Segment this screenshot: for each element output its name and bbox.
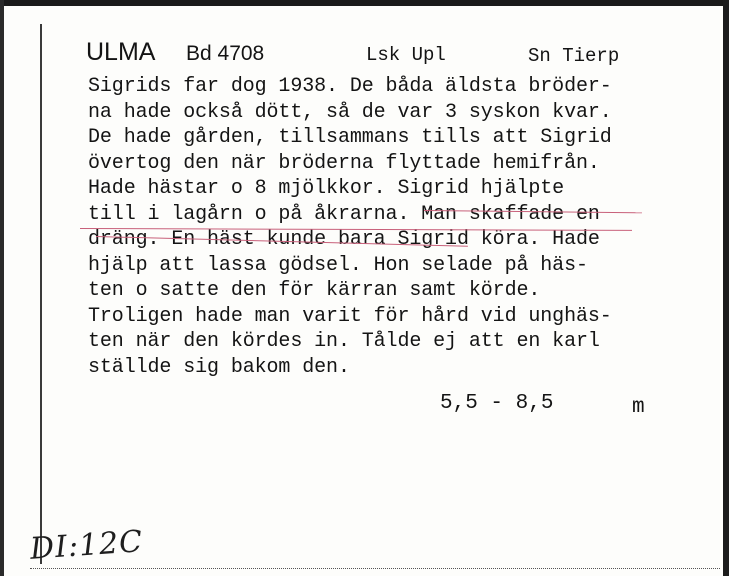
text-line: ten o satte den för kärran samt körde.: [88, 279, 541, 302]
card-body-text: [88, 74, 708, 380]
county-label: Lsk Upl: [366, 44, 446, 66]
parish-label: Sn Tierp: [528, 45, 620, 67]
text-line: dräng. En häst kunde bara Sigrid köra. Hade: [88, 228, 600, 251]
text-line: hjälp att lassa gödsel. Hon selade på häs-: [88, 253, 588, 277]
handwritten-signature: DI:12C: [28, 524, 145, 567]
text-line: ställde sig bakom den.: [88, 355, 350, 379]
volume-number: Bd 4708: [186, 42, 265, 65]
text-line: na hade också dött, så de var 3 syskon kvar.: [88, 100, 612, 124]
card-top-edge: [0, 0, 729, 6]
measurement: [0, 392, 729, 422]
text-line: ten när den kördes in. Tålde ej att en karl: [88, 330, 600, 353]
text-line: till i lagårn o på åkrarna. Man skaffade en: [88, 202, 600, 226]
measurement-unit: m: [632, 396, 645, 419]
card-header: [0, 36, 729, 66]
text-line: Sigrids far dog 1938. De båda äldsta bröder-: [88, 75, 612, 98]
text-line: övertog den när bröderna flyttade hemifrån.: [88, 151, 600, 175]
measurement-range: 5,5 - 8,5: [440, 392, 554, 415]
text-line: De hade gården, tillsammans tills att Sigrid: [88, 126, 612, 149]
bottom-rule: [30, 568, 720, 570]
card-left-edge: [0, 0, 4, 576]
card-right-edge: [723, 0, 729, 576]
margin-rule: [40, 24, 42, 564]
text-line: Troligen hade man varit för hård vid unghäs-: [88, 304, 612, 328]
text-line: Hade hästar o 8 mjölkkor. Sigrid hjälpte: [88, 177, 565, 200]
archive-code: ULMA: [86, 38, 156, 66]
